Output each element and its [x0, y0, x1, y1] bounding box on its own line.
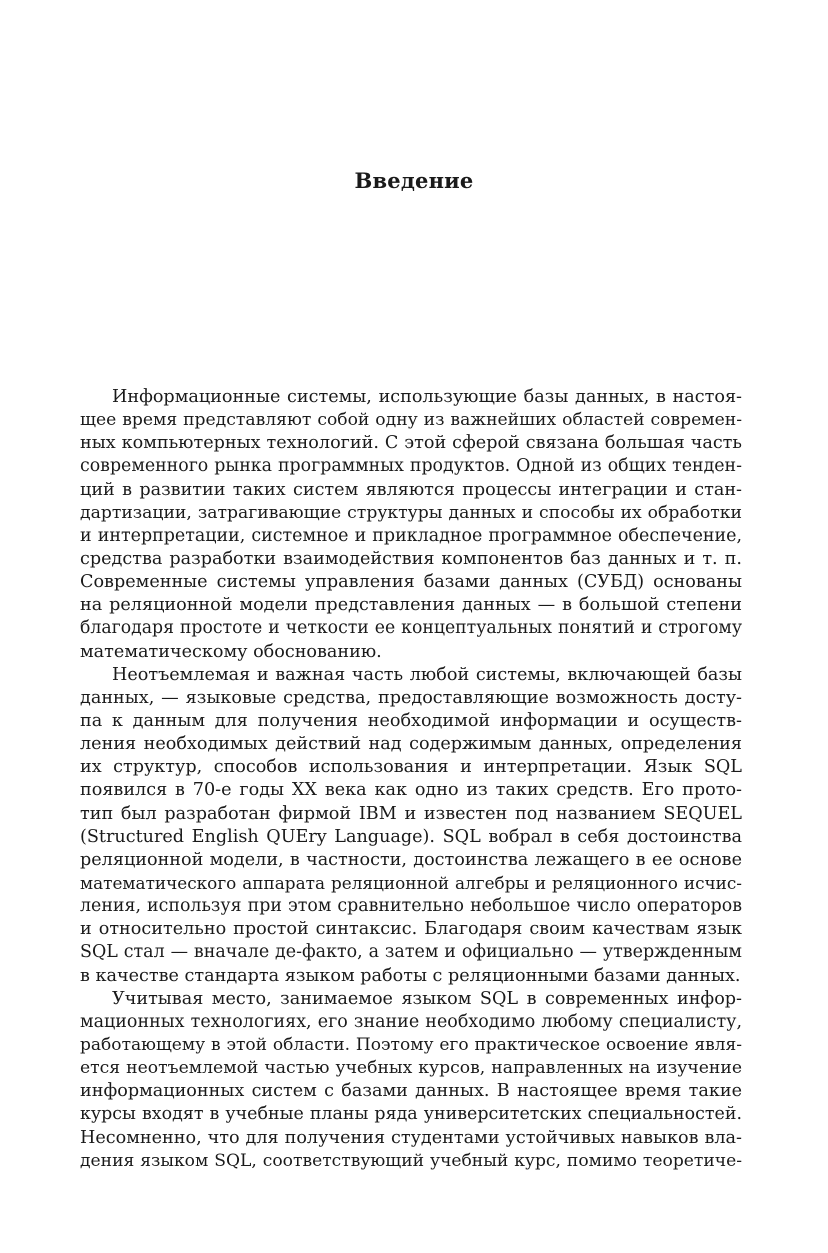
text-line: математического аппарата реляционной алгебры и реляционного исчис-: [80, 872, 742, 893]
text-line: математическому обоснованию.: [80, 641, 382, 662]
text-line: ций в развитии таких систем являются процессы интеграции и стан-: [80, 479, 742, 500]
body-text: [80, 386, 742, 1173]
text-line: курсы входят в учебные планы ряда университетских специальностей.: [80, 1104, 742, 1125]
text-line: и интерпретации, системное и прикладное программное обеспечение,: [80, 525, 742, 546]
text-line: появился в 70-е годы XX века как одно из таких средств. Его прото-: [80, 780, 742, 801]
chapter-title: Введение: [354, 168, 474, 193]
text-line: Современные системы управления базами данных (СУБД) основаны: [80, 572, 742, 593]
text-line: реляционной модели, в частности, достоинства лежащего в ее основе: [80, 849, 742, 870]
text-line: информационных систем с базами данных. В настоящее время такие: [80, 1081, 742, 1102]
text-line: средства разработки взаимодействия компонентов баз данных и т. п.: [80, 548, 742, 569]
text-line: и относительно простой синтаксис. Благодаря своим качествам язык: [80, 919, 742, 940]
text-line: дения языком SQL, соответствующий учебный курс, помимо теоретиче-: [80, 1150, 742, 1171]
text-line: работающему в этой области. Поэтому его практическое освоение явля-: [80, 1034, 742, 1055]
text-line: щее время представляют собой одну из важнейших областей современ-: [80, 410, 742, 431]
text-line: Учитывая место, занимаемое языком SQL в современных инфор-: [112, 988, 742, 1009]
text-line: современного рынка программных продуктов. Одной из общих тенден-: [80, 456, 742, 477]
text-line: (Structured English QUEry Language). SQL вобрал в себя достоинства: [80, 826, 742, 847]
text-line: Несомненно, что для получения студентами устойчивых навыков вла-: [80, 1127, 742, 1148]
text-line: тип был разработан фирмой IBM и известен под названием SEQUEL: [80, 803, 742, 824]
text-line: дартизации, затрагивающие структуры данных и способы их обработки: [80, 502, 742, 523]
text-line: ных компьютерных технологий. С этой сферой связана большая часть: [80, 433, 742, 454]
text-line: Информационные системы, использующие базы данных, в настоя-: [112, 387, 742, 407]
text-line: па к данным для получения необходимой информации и осуществ-: [80, 710, 742, 731]
text-line: данных, — языковые средства, предоставляющие возможность досту-: [80, 687, 742, 708]
text-line: в качестве стандарта языком работы с реляционными базами данных.: [80, 965, 741, 986]
text-line: их структур, способов использования и интерпретации. Язык SQL: [80, 757, 742, 778]
text-line: Неотъемлемая и важная часть любой системы, включающей базы: [112, 664, 742, 685]
text-line: ется неотъемлемой частью учебных курсов, направленных на изучение: [80, 1058, 742, 1079]
text-line: SQL стал — вначале де-факто, а затем и официально — утвержденным: [80, 942, 742, 963]
text-line: на реляционной модели представления данных — в большой степени: [80, 595, 742, 616]
text-line: ления необходимых действий над содержимым данных, определения: [80, 734, 742, 755]
text-line: благодаря простоте и четкости ее концептуальных понятий и строгому: [80, 618, 742, 639]
text-line: мационных технологиях, его знание необходимо любому специалисту,: [80, 1011, 742, 1032]
text-line: ления, используя при этом сравнительно небольшое число операторов: [80, 896, 742, 917]
